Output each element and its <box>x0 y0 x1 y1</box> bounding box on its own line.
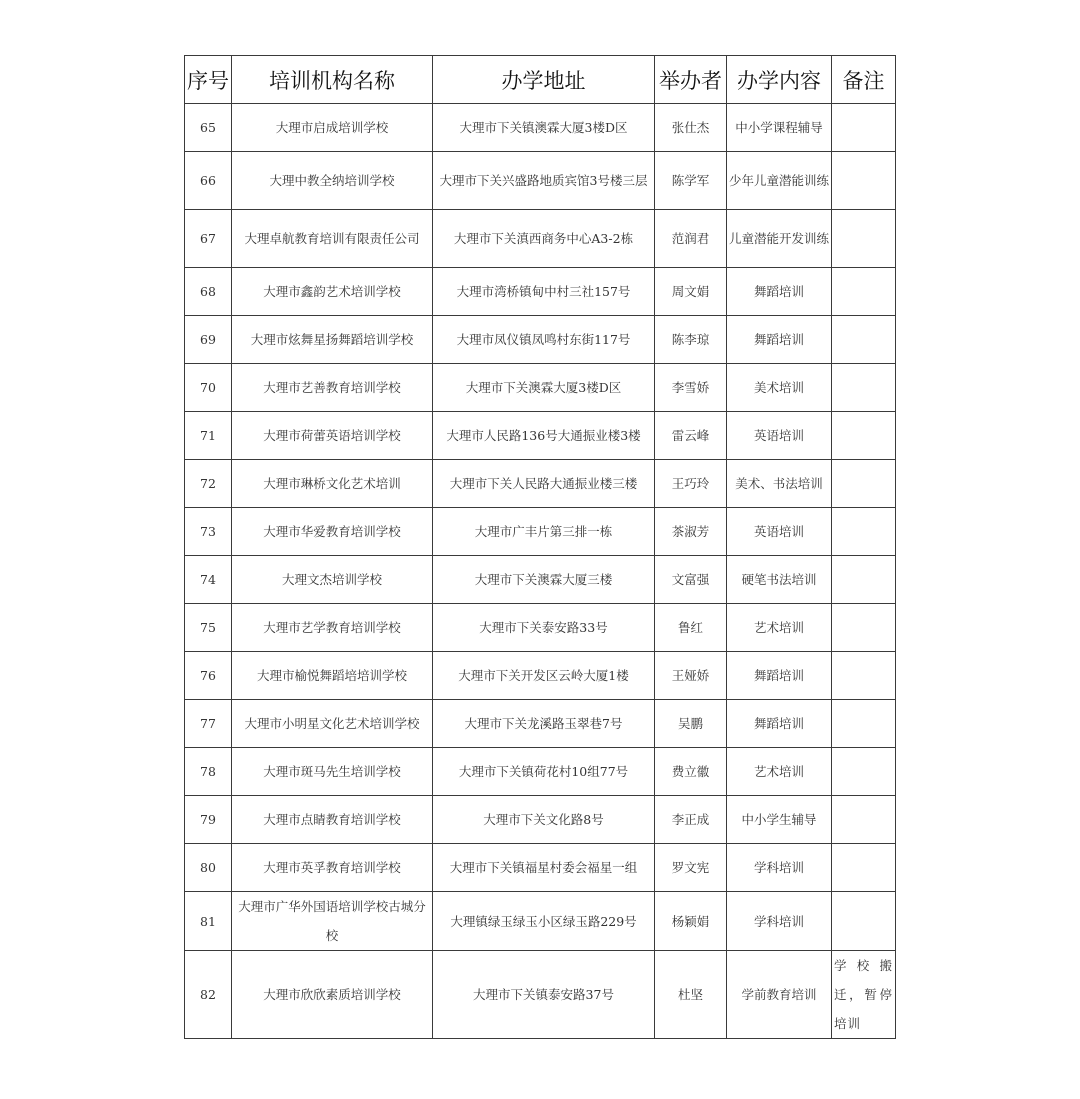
organizer-cell: 陈李琼 <box>655 316 727 364</box>
note-cell <box>832 364 896 412</box>
institution-name-cell: 大理市鑫韵艺术培训学校 <box>232 268 433 316</box>
address-cell: 大理市下关镇泰安路37号 <box>433 951 655 1039</box>
organizer-cell: 杜坚 <box>655 951 727 1039</box>
content-cell: 儿童潜能开发训练 <box>727 210 832 268</box>
institution-name-cell: 大理市榆悦舞蹈培培训学校 <box>232 652 433 700</box>
note-cell <box>832 700 896 748</box>
note-cell <box>832 652 896 700</box>
content-cell: 英语培训 <box>727 508 832 556</box>
organizer-cell: 李雪娇 <box>655 364 727 412</box>
note-cell <box>832 892 896 951</box>
table-row <box>185 508 896 556</box>
note-cell <box>832 268 896 316</box>
header-note: 备注 <box>832 56 896 104</box>
organizer-cell: 文富强 <box>655 556 727 604</box>
institution-name-cell: 大理市艺善教育培训学校 <box>232 364 433 412</box>
note-cell <box>832 748 896 796</box>
serial-no-cell: 78 <box>185 748 232 796</box>
address-cell: 大理市凤仪镇凤鸣村东街117号 <box>433 316 655 364</box>
institution-name-cell: 大理市欣欣素质培训学校 <box>232 951 433 1039</box>
address-cell: 大理镇绿玉绿玉小区绿玉路229号 <box>433 892 655 951</box>
serial-no-cell: 76 <box>185 652 232 700</box>
content-cell: 学前教育培训 <box>727 951 832 1039</box>
address-cell: 大理市下关镇荷花村10组77号 <box>433 748 655 796</box>
institution-name-cell: 大理市点睛教育培训学校 <box>232 796 433 844</box>
organizer-cell: 吴鹏 <box>655 700 727 748</box>
organizer-cell: 范润君 <box>655 210 727 268</box>
organizer-cell: 费立徽 <box>655 748 727 796</box>
organizer-cell: 杨颖娟 <box>655 892 727 951</box>
table-row <box>185 700 896 748</box>
table-row <box>185 844 896 892</box>
institution-name-cell: 大理市荷蕾英语培训学校 <box>232 412 433 460</box>
table-row <box>185 104 896 152</box>
institution-name-cell: 大理中教全纳培训学校 <box>232 152 433 210</box>
address-cell: 大理市下关滇西商务中心A3-2栋 <box>433 210 655 268</box>
note-cell <box>832 316 896 364</box>
note-cell <box>832 104 896 152</box>
table-row <box>185 460 896 508</box>
note-cell <box>832 844 896 892</box>
header-organizer: 举办者 <box>655 56 727 104</box>
header-institution-name: 培训机构名称 <box>232 56 433 104</box>
table-body <box>185 104 896 1039</box>
institution-name-cell: 大理市广华外国语培训学校古城分校 <box>232 892 433 951</box>
content-cell: 英语培训 <box>727 412 832 460</box>
note-cell <box>832 796 896 844</box>
content-cell: 美术培训 <box>727 364 832 412</box>
table-row <box>185 316 896 364</box>
table-row <box>185 892 896 951</box>
content-cell: 学科培训 <box>727 892 832 951</box>
table-row <box>185 796 896 844</box>
address-cell: 大理市广丰片第三排一栋 <box>433 508 655 556</box>
institution-name-cell: 大理市斑马先生培训学校 <box>232 748 433 796</box>
note-cell <box>832 604 896 652</box>
serial-no-cell: 73 <box>185 508 232 556</box>
organizer-cell: 罗文宪 <box>655 844 727 892</box>
organizer-cell: 周文娟 <box>655 268 727 316</box>
address-cell: 大理市人民路136号大通振业楼3楼 <box>433 412 655 460</box>
institution-name-cell: 大理市艺学教育培训学校 <box>232 604 433 652</box>
organizer-cell: 王娅娇 <box>655 652 727 700</box>
content-cell: 舞蹈培训 <box>727 268 832 316</box>
institution-name-cell: 大理卓航教育培训有限责任公司 <box>232 210 433 268</box>
address-cell: 大理市下关澳霖大厦三楼 <box>433 556 655 604</box>
note-cell <box>832 556 896 604</box>
content-cell: 少年儿童潜能训练 <box>727 152 832 210</box>
address-cell: 大理市下关泰安路33号 <box>433 604 655 652</box>
content-cell: 美术、书法培训 <box>727 460 832 508</box>
content-cell: 中小学课程辅导 <box>727 104 832 152</box>
content-cell: 舞蹈培训 <box>727 700 832 748</box>
institution-name-cell: 大理市小明星文化艺术培训学校 <box>232 700 433 748</box>
organizer-cell: 陈学军 <box>655 152 727 210</box>
training-institutions-table <box>184 55 896 1039</box>
serial-no-cell: 69 <box>185 316 232 364</box>
content-cell: 艺术培训 <box>727 748 832 796</box>
table-row <box>185 951 896 1039</box>
organizer-cell: 张仕杰 <box>655 104 727 152</box>
address-cell: 大理市下关镇澳霖大厦3楼D区 <box>433 104 655 152</box>
organizer-cell: 鲁红 <box>655 604 727 652</box>
organizer-cell: 王巧玲 <box>655 460 727 508</box>
address-cell: 大理市下关澳霖大厦3楼D区 <box>433 364 655 412</box>
content-cell: 舞蹈培训 <box>727 316 832 364</box>
note-cell <box>832 210 896 268</box>
serial-no-cell: 70 <box>185 364 232 412</box>
serial-no-cell: 80 <box>185 844 232 892</box>
institution-name-cell: 大理市英孚教育培训学校 <box>232 844 433 892</box>
content-cell: 艺术培训 <box>727 604 832 652</box>
institution-name-cell: 大理市炫舞星扬舞蹈培训学校 <box>232 316 433 364</box>
serial-no-cell: 68 <box>185 268 232 316</box>
content-cell: 硬笔书法培训 <box>727 556 832 604</box>
note-cell: 学校搬迁，暂停培训 <box>832 951 896 1039</box>
table-row <box>185 748 896 796</box>
institution-name-cell: 大理市琳桥文化艺术培训 <box>232 460 433 508</box>
content-cell: 学科培训 <box>727 844 832 892</box>
address-cell: 大理市下关人民路大通振业楼三楼 <box>433 460 655 508</box>
serial-no-cell: 65 <box>185 104 232 152</box>
serial-no-cell: 79 <box>185 796 232 844</box>
address-cell: 大理市下关文化路8号 <box>433 796 655 844</box>
content-cell: 中小学生辅导 <box>727 796 832 844</box>
serial-no-cell: 81 <box>185 892 232 951</box>
institution-name-cell: 大理市启成培训学校 <box>232 104 433 152</box>
address-cell: 大理市下关镇福星村委会福星一组 <box>433 844 655 892</box>
note-cell <box>832 412 896 460</box>
note-cell <box>832 152 896 210</box>
institution-name-cell: 大理市华爱教育培训学校 <box>232 508 433 556</box>
header-address: 办学地址 <box>433 56 655 104</box>
header-content: 办学内容 <box>727 56 832 104</box>
serial-no-cell: 66 <box>185 152 232 210</box>
serial-no-cell: 82 <box>185 951 232 1039</box>
table-header-row <box>185 56 896 104</box>
address-cell: 大理市湾桥镇甸中村三社157号 <box>433 268 655 316</box>
institution-name-cell: 大理文杰培训学校 <box>232 556 433 604</box>
serial-no-cell: 74 <box>185 556 232 604</box>
table-row <box>185 412 896 460</box>
table-row <box>185 152 896 210</box>
header-serial-no: 序号 <box>185 56 232 104</box>
table-row <box>185 210 896 268</box>
note-cell <box>832 508 896 556</box>
address-cell: 大理市下关兴盛路地质宾馆3号楼三层 <box>433 152 655 210</box>
organizer-cell: 雷云峰 <box>655 412 727 460</box>
table-row <box>185 364 896 412</box>
content-cell: 舞蹈培训 <box>727 652 832 700</box>
address-cell: 大理市下关龙溪路玉翠巷7号 <box>433 700 655 748</box>
organizer-cell: 茶淑芳 <box>655 508 727 556</box>
table-row <box>185 556 896 604</box>
note-cell <box>832 460 896 508</box>
table-row <box>185 604 896 652</box>
address-cell: 大理市下关开发区云岭大厦1楼 <box>433 652 655 700</box>
serial-no-cell: 72 <box>185 460 232 508</box>
serial-no-cell: 77 <box>185 700 232 748</box>
table-row <box>185 652 896 700</box>
table-row <box>185 268 896 316</box>
serial-no-cell: 75 <box>185 604 232 652</box>
organizer-cell: 李正成 <box>655 796 727 844</box>
serial-no-cell: 71 <box>185 412 232 460</box>
serial-no-cell: 67 <box>185 210 232 268</box>
